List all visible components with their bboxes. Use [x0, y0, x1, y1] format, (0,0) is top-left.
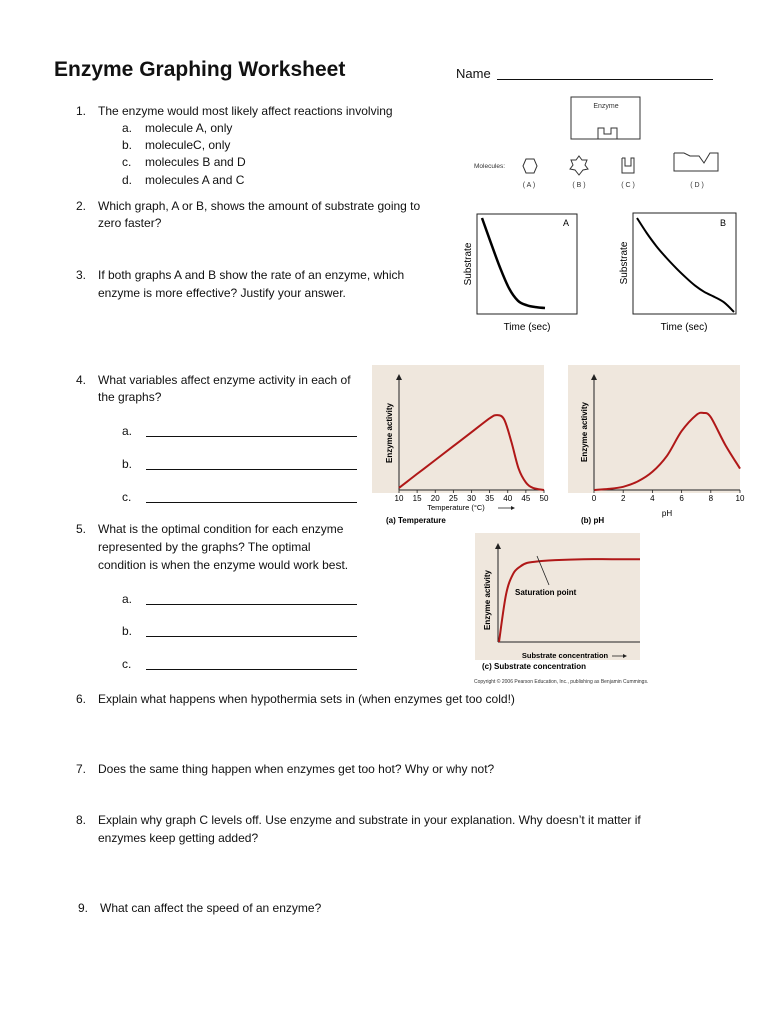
question-number: 5.: [76, 522, 87, 536]
graph-substrate-xlabel: Substrate concentration: [521, 651, 609, 660]
blank-label: c.: [122, 657, 132, 671]
enzyme-active-site-icon: [598, 128, 617, 139]
graph-ph-ylabel: Enzyme activity: [580, 401, 589, 463]
graph-b-xlabel: Time (sec): [660, 322, 708, 333]
x-tick-label: 40: [503, 494, 513, 503]
name-label: Name: [456, 66, 491, 81]
x-tick-label: 45: [521, 494, 531, 503]
question-text-line2: enzyme is more effective? Justify your answer.: [98, 286, 346, 300]
option-d[interactable]: molecules A and C: [145, 173, 245, 187]
blank-label: b.: [122, 457, 133, 471]
graph-a: [463, 214, 577, 333]
x-tick-label: 0: [591, 494, 597, 503]
question-number: 1.: [76, 104, 87, 118]
x-tick-label: 30: [467, 494, 476, 503]
enzyme-label: Enzyme: [593, 103, 619, 110]
question-text: The enzyme would most likely affect reactions involving: [98, 104, 393, 118]
question-text-line1: Explain why graph C levels off. Use enzyme and substrate in your explanation. Why doesn’t it matter if: [98, 813, 641, 827]
question-number: 2.: [76, 199, 87, 213]
option-letter: a.: [122, 121, 133, 135]
question-number: 4.: [76, 373, 87, 387]
question-text-line2: zero faster?: [98, 216, 162, 230]
option-a[interactable]: molecule A, only: [145, 121, 233, 135]
molecule-label-d: ( D ): [690, 182, 704, 189]
graph-temperature-background: [372, 365, 544, 493]
arrow-right-icon-head: [511, 506, 515, 510]
option-c[interactable]: molecules B and D: [145, 155, 246, 169]
question-text-line2: enzymes keep getting added?: [98, 831, 259, 845]
graph-ph-caption: (b) pH: [581, 516, 605, 525]
question-text-line3: condition is when the enzyme would work best.: [98, 558, 349, 572]
x-tick-label: 50: [539, 494, 549, 503]
x-tick-label: 35: [485, 494, 495, 503]
graph-temperature-xlabel: Temperature (°C): [427, 503, 485, 512]
question-number: 6.: [76, 692, 87, 706]
copyright-notice: Copyright © 2006 Pearson Education, Inc., publishing as Benjamin Cummings.: [474, 679, 649, 685]
graph-ph: [568, 365, 745, 525]
option-letter: b.: [122, 138, 133, 152]
notch-molecule-icon: [622, 158, 634, 173]
graph-a-ylabel: Substrate: [463, 242, 474, 286]
question-text: Explain what happens when hypothermia sets in (when enzymes get too cold!): [98, 692, 515, 706]
question-text-line1: Which graph, A or B, shows the amount of substrate going to: [98, 199, 421, 213]
option-letter: d.: [122, 173, 133, 187]
molecule-label-a: ( A ): [522, 182, 536, 189]
hexagon-molecule-icon: [523, 159, 537, 173]
x-tick-label: 4: [650, 494, 655, 503]
graph-temperature: [372, 365, 549, 525]
blank-label: b.: [122, 624, 133, 638]
graph-b-ylabel: Substrate: [619, 241, 630, 285]
star-molecule-icon: [570, 156, 588, 175]
question-text-line2: the graphs?: [98, 390, 162, 404]
graph-temperature-ylabel: Enzyme activity: [385, 402, 394, 464]
question-number: 8.: [76, 813, 87, 827]
graph-substrate-ylabel: Enzyme activity: [483, 569, 492, 631]
question-text: What can affect the speed of an enzyme?: [100, 901, 322, 915]
x-tick-label: 15: [412, 494, 422, 503]
x-tick-label: 20: [430, 494, 440, 503]
molecule-label-b: ( B ): [572, 182, 586, 189]
graph-ph-xlabel: pH: [661, 509, 673, 518]
graph-b-frame: [633, 213, 736, 314]
x-tick-label: 10: [735, 494, 745, 503]
question-text-line1: What variables affect enzyme activity in each of: [98, 373, 351, 387]
option-b[interactable]: moleculeC, only: [145, 138, 231, 152]
graph-substrate: [474, 533, 648, 685]
x-tick-label: 10: [394, 494, 404, 503]
x-tick-label: 6: [679, 494, 684, 503]
enzyme-diagram: [474, 97, 718, 189]
blank-label: c.: [122, 490, 132, 504]
graph-a-frame: [477, 214, 577, 314]
graph-a-xlabel: Time (sec): [503, 322, 551, 333]
question-number: 7.: [76, 762, 87, 776]
question-text-line2: represented by the graphs? The optimal: [98, 540, 311, 554]
graph-b: [619, 213, 736, 333]
molecule-label-c: ( C ): [621, 182, 635, 189]
molecules-label: Molecules:: [474, 163, 506, 170]
blank-label: a.: [122, 424, 133, 438]
x-tick-label: 2: [620, 494, 626, 503]
page-title: Enzyme Graphing Worksheet: [54, 58, 346, 81]
graph-a-panel-label: A: [562, 218, 570, 228]
v-notch-molecule-icon: [674, 153, 718, 171]
question-number: 3.: [76, 268, 87, 282]
saturation-point-annotation: Saturation point: [515, 588, 577, 597]
option-letter: c.: [122, 155, 132, 169]
question-number: 9.: [78, 901, 89, 915]
graph-temperature-caption: (a) Temperature: [386, 516, 446, 525]
blank-label: a.: [122, 592, 133, 606]
x-tick-label: 8: [708, 494, 714, 503]
x-tick-label: 25: [448, 494, 458, 503]
question-text: Does the same thing happen when enzymes get too hot? Why or why not?: [98, 762, 495, 776]
question-text-line1: What is the optimal condition for each enzyme: [98, 522, 344, 536]
graph-substrate-caption: (c) Substrate concentration: [482, 662, 587, 671]
question-text-line1: If both graphs A and B show the rate of an enzyme, which: [98, 268, 405, 282]
graph-b-panel-label: B: [719, 218, 727, 228]
